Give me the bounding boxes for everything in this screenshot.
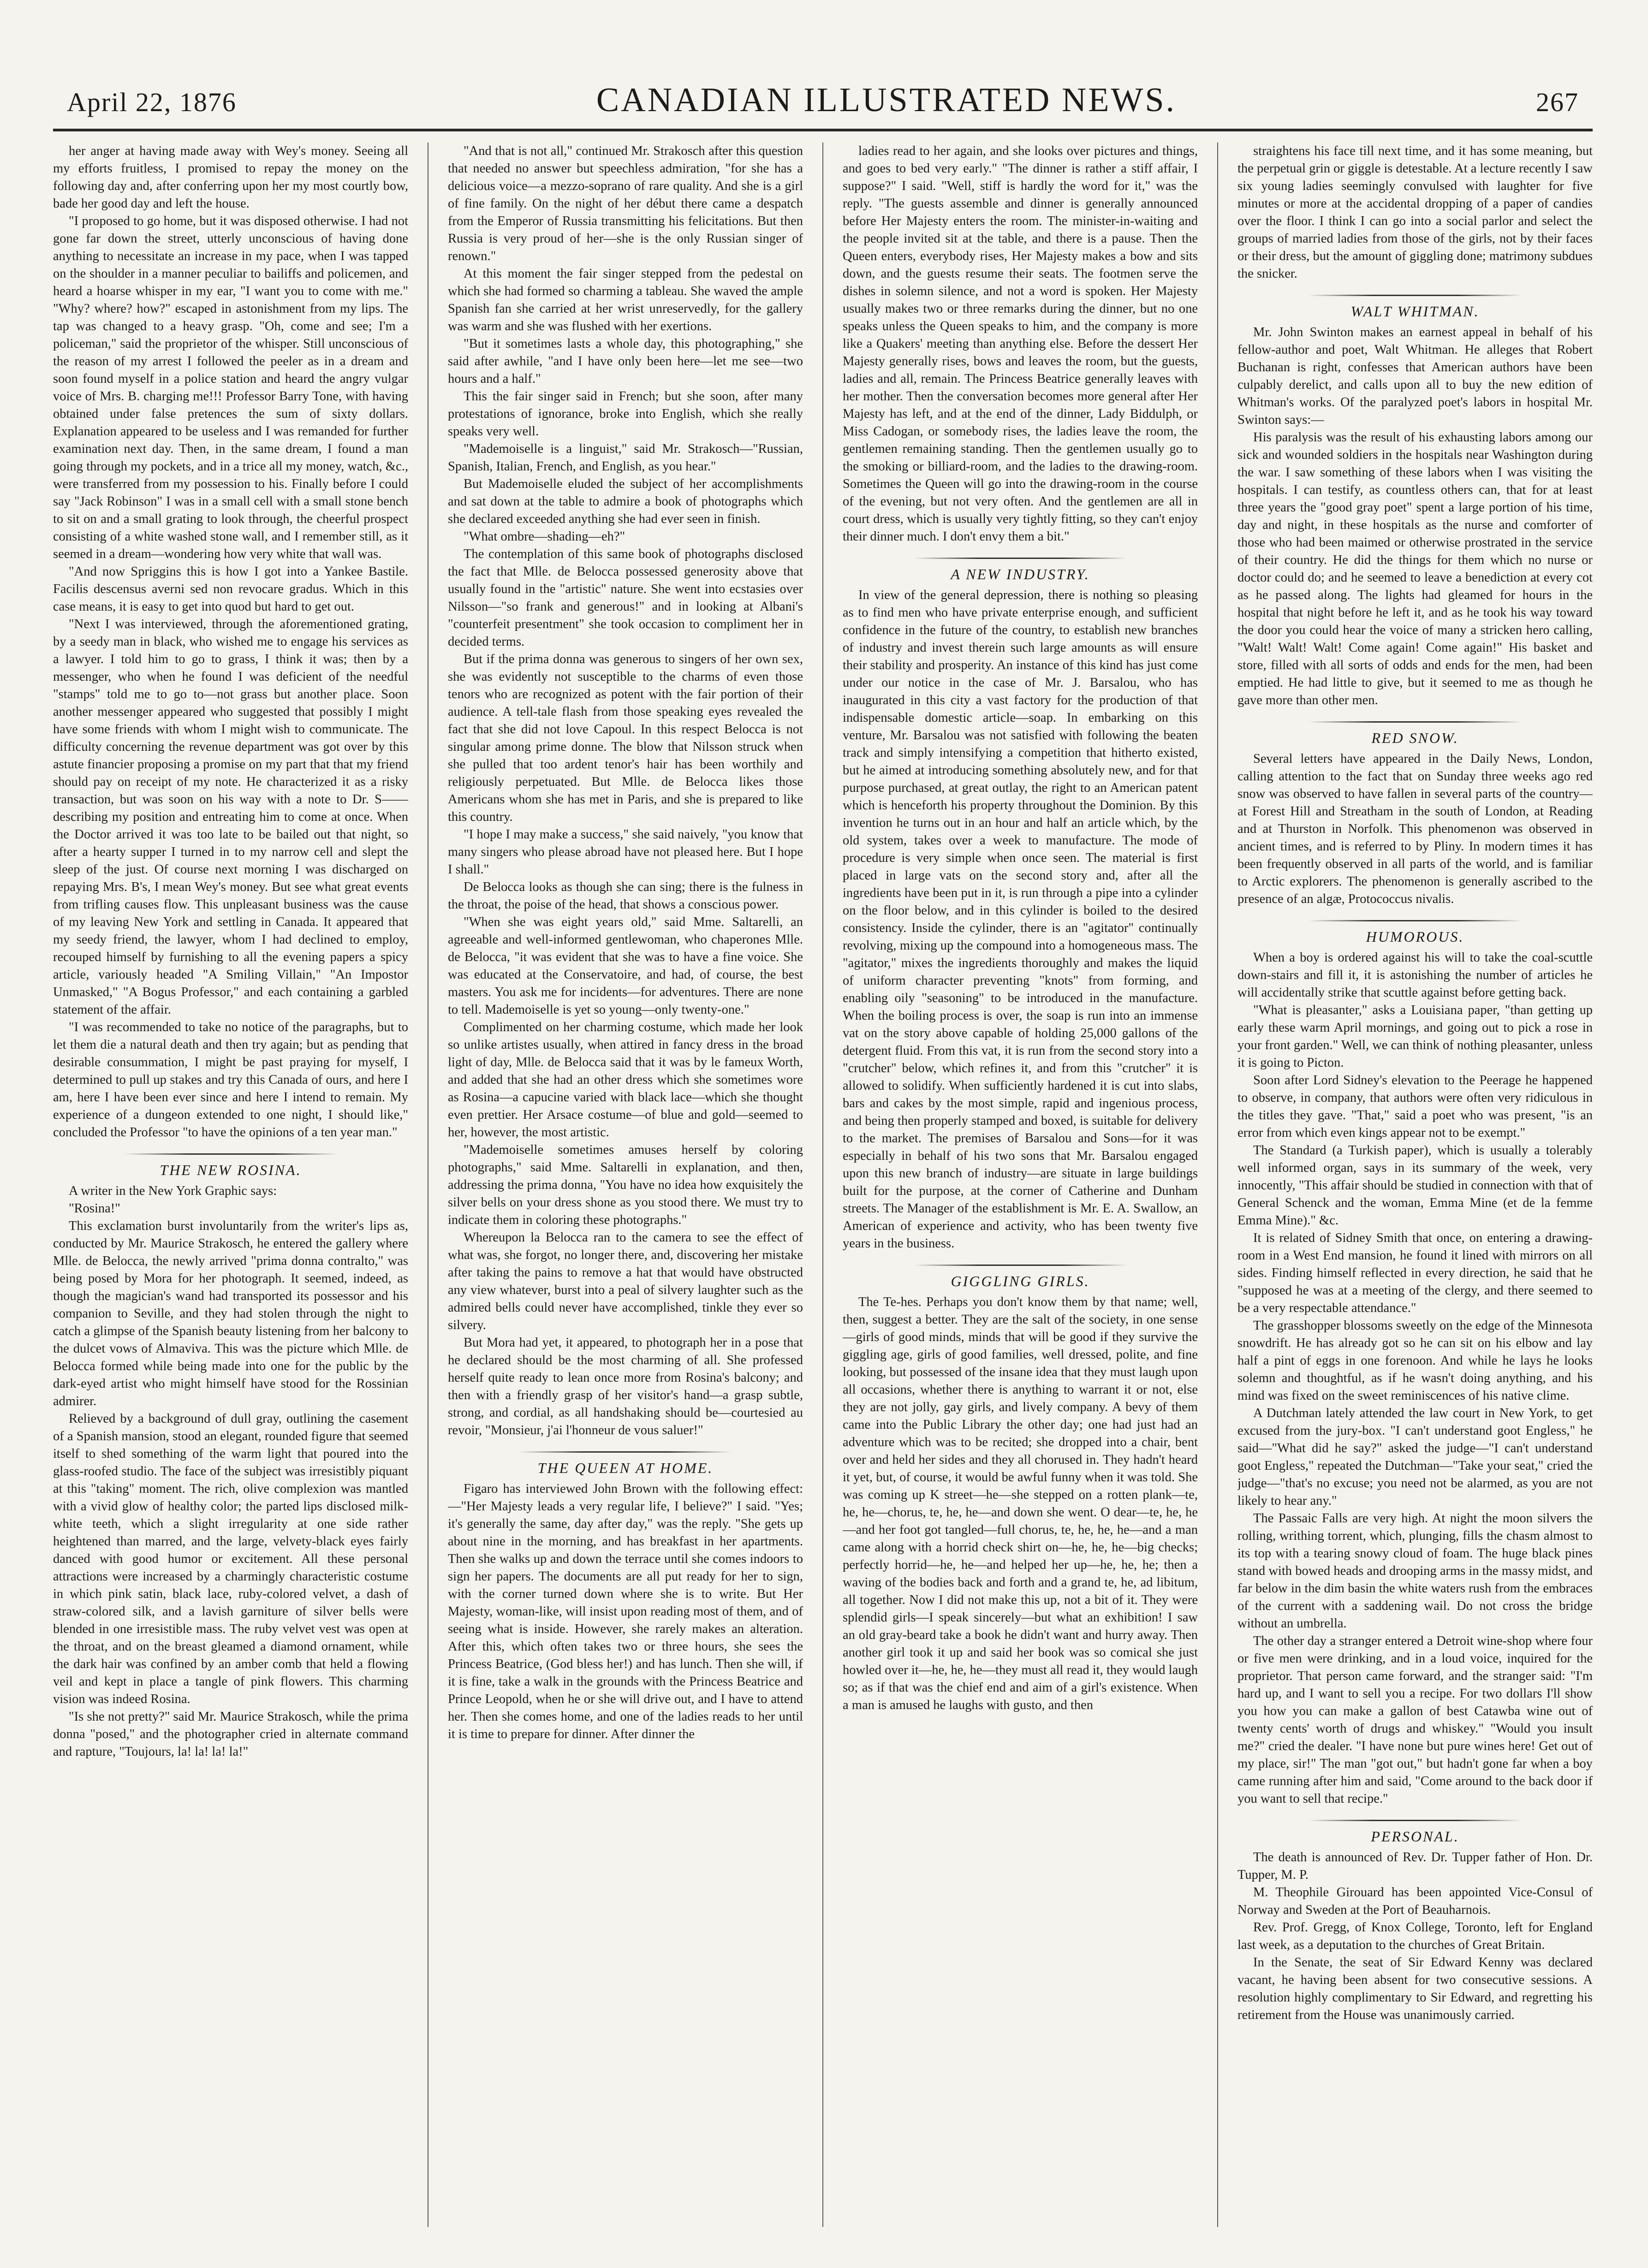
article-paragraph: But Mora had yet, it appeared, to photograph her in a pose that he declared should be the most charming of all. She professed herself quite ready to lean once more from Rosina's balcony; and then with a friendly grasp of her visitor's hand—a grasp subtle, strong, and cordial, as all handshaking should be—courtesied au revoir, "Monsieur, j'ai l'honneur de vous saluer!" xyxy=(448,1336,803,1437)
article-heading: RED SNOW. xyxy=(1237,721,1593,747)
article-heading: A NEW INDUSTRY. xyxy=(843,558,1198,583)
article-paragraph: But Mademoiselle eluded the subject of her accomplishments and sat down at the table to admire a book of photographs which she declared exceeded anything she had ever seen in finish. xyxy=(448,477,803,526)
article-paragraph: "Mademoiselle is a linguist," said Mr. Strakosch—"Russian, Spanish, Italian, French, and English, as you hear." xyxy=(448,442,803,474)
article-paragraph: In the Senate, the seat of Sir Edward Kenny was declared vacant, he having been absent for two consecutive sessions. A resolution highly complimentary to Sir Edward, and regretting his retirement from the House was unanimously carried. xyxy=(1237,1955,1593,2022)
article-paragraph: Relieved by a background of dull gray, outlining the casement of a Spanish mansion, stood an elegant, rounded figure that seemed itself to shed something of the warm light that poured into the glass-roofed studio. The face of the subject was irresistibly piquant at this "taking" moment. The rich, olive complexion was mantled with a vivid glow of healthy color; the parted lips disclosed milk-white teeth, which a slight irregularity at one side rather heightened than marred, and the large, velvety-black eyes fairly danced with good humor or excitement. All these personal attractions were increased by a charmingly characteristic costume in which pink satin, black lace, ruby-colored velvet, a dash of straw-colored silk, and a lavish garniture of silver bells were blended in one irresistible mass. The ruby velvet vest was open at the throat, and on the breast gleamed a diamond ornament, while the dark hair was confined by an amber comb that held a flowing veil and kept in place a tangle of pink flowers. This charming vision was indeed Rosina. xyxy=(53,1412,408,1706)
column-4 xyxy=(1237,142,1593,2227)
article-paragraph: "Next I was interviewed, through the aforementioned grating, by a seedy man in black, who wished me to engage his services as a lawyer. I told him to go to grass, I think it was; then by a messenger, who when he found I was deficient of the needful "stamps" told me to go to—not grass but another place. Soon another messenger appeared who suggested that possibly I might have some friends with whom I might wish to communicate. The difficulty concerning the revenue department was got over by this astute financier proposing a promise on my part that that my friend should pay on receipt of my note. He characterized it as a risky transaction, but was soon on his way with a note to Dr. S—— describing my position and entreating him to come at once. When the Doctor arrived it was too late to be bailed out that night, so after a hearty supper I turned in to my narrow cell and slept the sleep of the just. Of course next morning I was discharged on repaying Mrs. B's, I mean Wey's money. But see what great events from trifling causes flow. This unpleasant business was the cause of my leaving New York and settling in Canada. It appeared that my seedy friend, the lawyer, whom I had declined to employ, recouped himself by furnishing to all the evening papers a spicy article, variously headed "A Smiling Villain," "An Impostor Unmasked," "A Bogus Professor," and each containing a garbled statement of the affair. xyxy=(53,617,408,1017)
article-paragraph: At this moment the fair singer stepped from the pedestal on which she had formed so charming a tableau. She waved the ample Spanish fan she carried at her wrist unreservedly, for the gallery was warm and she was flushed with her exertions. xyxy=(448,267,803,333)
article-paragraph: In view of the general depression, there is nothing so pleasing as to find men who have private enterprise enough, and sufficient confidence in the future of the country, to establish new branches of industry and invest therein such large amounts as will ensure their stability and prosperity. An instance of this kind has just come under our notice in the case of Mr. J. Barsalou, who has inaugurated in this city a vast factory for the production of that indispensable domestic article—soap. In embarking on this venture, Mr. Barsalou was not satisfied with following the beaten track and simply intensifying a competition that hitherto existed, but he aimed at introducing something absolutely new, and for that purpose purchased, at great outlay, the right to an American patent which is henceforth his property throughout the Dominion. By this invention he turns out in an hour and half an article which, by the old system, takes over a week to manufacture. The mode of procedure is very simple when once seen. The material is first placed in large vats on the second story and, after all the ingredients have been put in it, is run through a pipe into a cylinder on the floor below, and in this cylinder is boiled to the desired consistency. Inside the cylinder, there is an "agitator" continually revolving, mixing up the compound into a homogeneous mass. The "agitator," mixes the ingredients thoroughly and makes the liquid of uniform character preventing "knots" from forming, and enabling oily "seasoning" to be introduced in the manufacture. When the boiling process is over, the soap is run into an immense vat on the story above capable of holding 25,000 gallons of the detergent fluid. From this vat, it is run from the second story into a "crutcher" below, which refines it, and from this "crutcher" it is allowed to solidify. When sufficiently hardened it is cut into slabs, bars and cakes by the most simple, rapid and ingenious process, and being then properly stamped and boxed, is suitable for delivery to the market. The premises of Barsalou and Sons—for it was especially in behalf of his two sons that Mr. Barsalou engaged upon this new branch of industry—are situate in large buildings built for the purpose, at the corner of Catherine and Dunham streets. The Manager of the establishment is Mr. E. A. Swallow, an American of experience and activity, who has been twenty five years in the business. xyxy=(843,588,1198,1251)
article-paragraph: ladies read to her again, and she looks over pictures and things, and goes to bed very early." "The dinner is rather a stiff affair, I suppose?" I said. "Well, stiff is hardly the word for it," was the reply. "The guests assemble and dinner is generally announced before Her Majesty enters the room. The minister-in-waiting and the people invited sit at the table, and there is a pause. Then the Queen enters, everybody rises, Her Majesty makes a bow and sits down, and the guests resume their seats. The footmen serve the dishes in solemn silence, and not a word is spoken. Her Majesty usually makes two or three remarks during the dinner, but no one speaks unless the Queen speaks to him, and the company is more like a Quakers' meeting than anything else. Before the dessert Her Majesty generally rises, bows and leaves the room, but the guests, ladies and all, remain. The Princess Beatrice generally leaves with her mother. Then the conversation becomes more general after Her Majesty has left, and at the end of the dinner, Lady Biddulph, or Miss Cadogan, or somebody rises, the ladies leave the room, the gentlemen remaining standing. Then the gentlemen usually go to the smoking or billiard-room, and the ladies to the drawing-room. Sometimes the Queen will go into the drawing-room in the course of the evening, but not very often. And the gentlemen are all in court dress, which is usually very tightly fitting, so they can't enjoy their dinner much. I don't envy them a bit." xyxy=(843,144,1198,544)
article-paragraph: "What is pleasanter," asks a Louisiana paper, "than getting up early these warm April mornings, and going out to pick a rose in your front garden." Well, we can think of nothing pleasanter, unless it is going to Picton. xyxy=(1237,1003,1593,1070)
column-1 xyxy=(53,142,408,2227)
article-paragraph: Rev. Prof. Gregg, of Knox College, Toronto, left for England last week, as a deputation to the churches of Great Britain. xyxy=(1237,1920,1593,1952)
article-paragraph: "I was recommended to take no notice of the paragraphs, but to let them die a natural death and then try again; but as pending that desirable consummation, I might be past praying for myself, I determined to pull up stakes and try this Canada of ours, and here I am, here I have been ever since and here I intend to remain. My experience of a dungeon extended to one night, I should like," concluded the Professor "to have the opinions of a ten year man." xyxy=(53,1020,408,1140)
article-paragraph: "Rosina!" xyxy=(69,1201,120,1216)
article-paragraph: The Passaic Falls are very high. At night the moon silvers the rolling, writhing torrent, which, plunging, fills the chasm almost to its top with a tearing snowy cloud of foam. The huge black pines stand with bowed heads and drooping arms in the massy midst, and far below in the dim basin the white waters rush from the embraces of the current with a saddening wail. Do not cross the bridge without an umbrella. xyxy=(1237,1511,1593,1631)
article-paragraph: "What ombre—shading—eh?" xyxy=(464,529,625,544)
article-paragraph: "But it sometimes lasts a whole day, this photographing," she said after awhile, "and I have only been here—let me see—two hours and a half." xyxy=(448,337,803,386)
article-columns xyxy=(53,142,1593,2227)
article-paragraph: The other day a stranger entered a Detroit wine-shop where four or five men were drinking, and in a loud voice, inquired for the proprietor. That person came forward, and the stranger said: "I'm hard up, and I want to sell you a recipe. For two dollars I'll show you how you can make a gallon of best Catawba wine out of twenty cents' worth of drugs and whiskey." "Would you insult me?" cried the dealer. "I have none but pure wines here! Get out of my place, sir!" The man "got out," but hadn't gone far when a boy came running after him and said, "Come around to the back door if you want to sell that recipe." xyxy=(1237,1634,1593,1806)
article-paragraph: M. Theophile Girouard has been appointed Vice-Consul of Norway and Sweden at the Port of Beauharnois. xyxy=(1237,1885,1593,1917)
article-paragraph: "When she was eight years old," said Mme. Saltarelli, an agreeable and well-informed gentlewoman, who chaperones Mlle. de Belocca, "it was evident that she was to have a fine voice. She was educated at the Conservatoire, and had, of course, the best masters. You ask me for incidents—for adventures. There are none to tell. Mademoiselle is yet so young—only twenty-one." xyxy=(448,915,803,1017)
article-paragraph: "I proposed to go home, but it was disposed otherwise. I had not gone far down the street, utterly unconscious of having done anything to necessitate an increase in my pace, when I was tapped on the shoulder in a manner peculiar to bailiffs and policemen, and heard a hoarse whisper in my ear, "I want you to come with me." "Why? where? how?" escaped in astonishment from my lips. The tap was changed to a heavy grasp. "Oh, come and see; I'm a policeman," said the proprietor of the whisper. Still unconscious of the reason of my arrest I followed the peeler as in a dream and soon found myself in a police station and heard the angry vulgar voice of Mrs. B. charging me!!! Professor Barry Tone, with having obtained under false pretences the sum of sixty dollars. Explanation appeared to be useless and I was remanded for further examination next day. Then, in the same dream, I found a man going through my pockets, and in a trice all my money, watch, &c., were transferred from my possession to his. Finally before I could say "Jack Robinson" I was in a small cell with a small stone bench to sit on and a small grating to look through, the cheerful prospect consisting of a white washed stone wall, and I remember still, as it seemed in a dream—wondering how very white that wall was. xyxy=(53,214,408,561)
article-paragraph: Several letters have appeared in the Daily News, London, calling attention to the fact that on Sunday three weeks ago red snow was observed to have fallen in several parts of the country—at Forest Hill and Streatham in the south of London, at Reading and at Thurston in Norfolk. This phenomenon was observed in ancient times, and is referred to by Pliny. In modern times it has been frequently observed in all parts of the world, and is familiar to Arctic explorers. The phenomenon is generally ascribed to the presence of an algæ, Protococcus nivalis. xyxy=(1237,752,1593,906)
article-paragraph: Mr. John Swinton makes an earnest appeal in behalf of his fellow-author and poet, Walt Whitman. He alleges that Robert Buchanan is right, confesses that American authors have been culpably derelict, and calls upon all to buy the new edition of Whitman's works. Of the paralyzed poet's labors in hospital Mr. Swinton says:— xyxy=(1237,325,1593,427)
article-paragraph: A writer in the New York Graphic says: xyxy=(69,1184,277,1198)
article-paragraph: Figaro has interviewed John Brown with the following effect:—"Her Majesty leads a very regular life, I believe?" I said. "Yes; it's generally the same, day after day," was the reply. "She gets up about nine in the morning, and has breakfast in her apartments. Then she walks up and down the terrace until she comes indoors to sign her papers. The documents are all put ready for her to sign, with the corner turned down where she is to write. But Her Majesty, woman-like, will insist upon reading most of them, and of seeing what is inside. However, she rarely makes an alteration. After this, which often takes two or three hours, she sees the Princess Beatrice, (God bless her!) and has lunch. Then she will, if it is fine, take a walk in the grounds with the Princess Beatrice and Prince Leopold, when he or she will drive out, and I have to attend her. Then she comes home, and one of the ladies reads to her until it is time to prepare for dinner. After dinner the xyxy=(448,1482,803,1741)
article-paragraph: straightens his face till next time, and it has some meaning, but the perpetual grin or giggle is detestable. At a lecture recently I saw six young ladies seemingly convulsed with laughter for five minutes or more at the accidental dropping of a paper of candies over the floor. I think I can go into a social parlor and select the groups of married ladies from those of the girls, not by their faces or their dress, but the amount of giggling done; matrimony subdues the snicker. xyxy=(1237,144,1593,281)
article-heading: WALT WHITMAN. xyxy=(1237,295,1593,320)
page-number: 267 xyxy=(1535,87,1579,117)
article-paragraph: The grasshopper blossoms sweetly on the edge of the Minnesota snowdrift. He has already got so he can sit on his elbow and lay half a pint of eggs in one forenoon. And while he lays he looks solemn and thoughtful, as if he wasn't doing anything, and his mind was fixed on the sweet reminiscences of his native clime. xyxy=(1237,1318,1593,1403)
issue-date: April 22, 1876 xyxy=(67,87,237,117)
column-2 xyxy=(448,142,803,2227)
article-paragraph: De Belocca looks as though she can sing; there is the fulness in the throat, the poise of the head, that shows a conscious power. xyxy=(448,880,803,912)
article-heading: THE NEW ROSINA. xyxy=(53,1153,408,1179)
article-heading: HUMOROUS. xyxy=(1237,920,1593,945)
article-paragraph: "And that is not all," continued Mr. Strakosch after this question that needed no answer but speechless admiration, "for she has a delicious voice—a mezzo-soprano of rare quality. And she is a girl of fine family. On the night of her début there came a despatch from the Emperor of Russia transmitting his felicitations. But then Russia is very proud of her—she is the only Russian singer of renown." xyxy=(448,144,803,263)
masthead xyxy=(53,81,1593,131)
column-divider xyxy=(822,142,823,2227)
article-paragraph: His paralysis was the result of his exhausting labors among our sick and wounded soldiers in the hospitals near Washington during the war. I saw something of these labors when I was visiting the hospitals. I can testify, as countless others can, that for at least three years the "good gray poet" spent a large portion of his time, day and night, in these hospitals as the nurse and comforter of those who had been maimed or otherwise prostrated in the service of their country. He did the things for them which no nurse or doctor could do; and he seemed to leave a benediction at every cot as he passed along. The lights had gleamed for hours in the hospital that night before he left it, and as he took his way toward the door you could hear the voice of many a stricken hero calling, "Walt! Walt! Walt! Come again! Come again!" His basket and store, filled with all sorts of odds and ends for the men, had been emptied. He had little to give, but it seemed to me as though he gave more than other men. xyxy=(1237,430,1593,707)
article-paragraph: The Standard (a Turkish paper), which is usually a tolerably well informed organ, says in its summary of the week, very innocently, "This affair should be studied in connection with that of General Schenck and the woman, Emma Mine (et de la femme Emma Mine)." &c. xyxy=(1237,1143,1593,1228)
article-paragraph: The death is announced of Rev. Dr. Tupper father of Hon. Dr. Tupper, M. P. xyxy=(1237,1850,1593,1882)
article-paragraph: A Dutchman lately attended the law court in New York, to get excused from the jury-box. "I can't understand goot Engless," he said—"What did he say?" asked the judge—"I can't understand goot Engless," repeated the Dutchman—"Take your seat," cried the judge—"that's no excuse; you need not be alarmed, as you are not likely to hear any." xyxy=(1237,1406,1593,1508)
column-3 xyxy=(843,142,1198,2227)
article-paragraph: Whereupon la Belocca ran to the camera to see the effect of what was, she forgot, no longer there, and, discovering her mistake after taking the pains to remove a hat that would have obstructed any view whatever, burst into a peal of silvery laughter such as the admired bells could never have accomplished, tinkle they ever so silvery. xyxy=(448,1230,803,1332)
article-paragraph: This the fair singer said in French; but she soon, after many protestations of ignorance, broke into English, which she really speaks very well. xyxy=(448,389,803,439)
article-paragraph: But if the prima donna was generous to singers of her own sex, she was evidently not susceptible to the charms of even those tenors who are recognized as potent with the fair portion of their audience. A tell-tale flash from those speaking eyes revealed the fact that she did not love Capoul. In this respect Belocca is not singular among prime donne. The blow that Nilsson struck when she pulled that too ardent tenor's hair has been worthily and religiously perpetuated. But Mlle. de Belocca likes those Americans whom she has met in Paris, and she is prepared to like this country. xyxy=(448,652,803,824)
article-paragraph: her anger at having made away with Wey's money. Seeing all my efforts fruitless, I promised to repay the money on the following day and, after conferring upon her my most courtly bow, bade her good day and left the house. xyxy=(53,144,408,211)
article-paragraph: "Mademoiselle sometimes amuses herself by coloring photographs," said Mme. Saltarelli in explanation, and then, addressing the prima donna, "You have no idea how exquisitely the silver bells on your dress shone as you stood there. We must try to indicate them in coloring these photographs." xyxy=(448,1143,803,1227)
article-paragraph: When a boy is ordered against his will to take the coal-scuttle down-stairs and fill it, it is astonishing the number of articles he will accidentally strike that scuttle against before getting back. xyxy=(1237,950,1593,1000)
article-paragraph: "I hope I may make a success," she said naively, "you know that many singers who please abroad have not pleased here. But I hope I shall." xyxy=(448,827,803,877)
article-paragraph: "And now Spriggins this is how I got into a Yankee Bastile. Facilis descensus averni sed non revocare gradus. Which in this case means, it is easy to get into quod but hard to get out. xyxy=(53,564,408,614)
article-paragraph: This exclamation burst involuntarily from the writer's lips as, conducted by Mr. Maurice Strakosch, he entered the gallery where Mlle. de Belocca, the newly arrived "prima donna contralto," was being posed by Mora for her photograph. It seemed, indeed, as though the magician's wand had transported its possessor and his companion to Seville, and they had stolen through the night to catch a glimpse of the Spanish beauty listening from her balcony to the dulcet vows of Almaviva. This was the picture which Mlle. de Belocca formed while being made into one for the public by the dark-eyed artist who might himself have stood for the Rossinian admirer. xyxy=(53,1219,408,1408)
article-paragraph: The contemplation of this same book of photographs disclosed the fact that Mlle. de Belocca possessed generosity above that usually found in the "artistic" nature. She went into ecstasies over Nilsson—"so frank and generous!" and in looking at Albani's "counterfeit presentment" she took occasion to compliment her in decided terms. xyxy=(448,547,803,649)
newspaper-title: CANADIAN ILLUSTRATED NEWS. xyxy=(596,81,1176,119)
article-heading: PERSONAL. xyxy=(1237,1820,1593,1845)
article-paragraph: Soon after Lord Sidney's elevation to the Peerage he happened to observe, in company, that authors were often very ridiculous in the titles they gave. "That," said a poet who was present, "is an error from which even kings appear not to be exempt." xyxy=(1237,1073,1593,1140)
article-paragraph: It is related of Sidney Smith that once, on entering a drawing-room in a West End mansion, he found it lined with mirrors on all sides. Finding himself reflected in every direction, he said that he "supposed he was at a meeting of the clergy, and there seemed to be a very respectable attendance." xyxy=(1237,1231,1593,1315)
article-paragraph: "Is she not pretty?" said Mr. Maurice Strakosch, while the prima donna "posed," and the photographer cried in alternate command and rapture, "Toujours, la! la! la! la!" xyxy=(53,1710,408,1759)
column-divider xyxy=(1217,142,1218,2227)
article-heading: THE QUEEN AT HOME. xyxy=(448,1451,803,1477)
article-paragraph: The Te-hes. Perhaps you don't know them by that name; well, then, suggest a better. They are the salt of the society, in one sense—girls of good minds, minds that will be good if they survive the giggling age, girls of good families, well dressed, polite, and fine looking, but possessed of the insane idea that they must laugh upon all occasions, whether there is anything to warrant it or not, else they are not jolly, gay girls, and lively company. A bevy of them came into the Public Library the other day; one had just had an adventure which was to be recited; she dropped into a chair, bent over and held her sides and they all chorused in. They hadn't heard it yet, but, of course, it would be awful funny when it was told. She was coming up K street—he—she stepped on a rotten plank—te, he, he—chorus, te, he, he—and down she went. O dear—te, he, he—and her foot got tangled—full chorus, te, he, he, he—and a man came along with a horrid check shirt on—he, he, he—big checks; perfectly horrid—he, he—and helped her up—he, he, he; then a waving of the bodies back and forth and a grand te, he, ad libitum, all together. Now I did not make this up, not a bit of it. They were splendid girls—I speak sincerely—but what an exhibition! I saw an old gray-beard take a book he didn't want and hurry away. Then another girl took it up and said her book was so comical she just howled over it—he, he, he—they must all read it, they would laugh so; as if that was the chief end and aim of a girl's existence. When a man is amused he laughs with gusto, and then xyxy=(843,1295,1198,1712)
article-heading: GIGGLING GIRLS. xyxy=(843,1265,1198,1290)
article-paragraph: Complimented on her charming costume, which made her look so unlike artistes usually, when attired in fancy dress in the broad light of day, Mlle. de Belocca said that it was by le fameux Worth, and added that she had an other dress which she sometimes wore as Rosina—a capucine varied with black lace—which she thought even prettier. Her Arsace costume—of blue and gold—seemed to her, however, the most artistic. xyxy=(448,1020,803,1140)
